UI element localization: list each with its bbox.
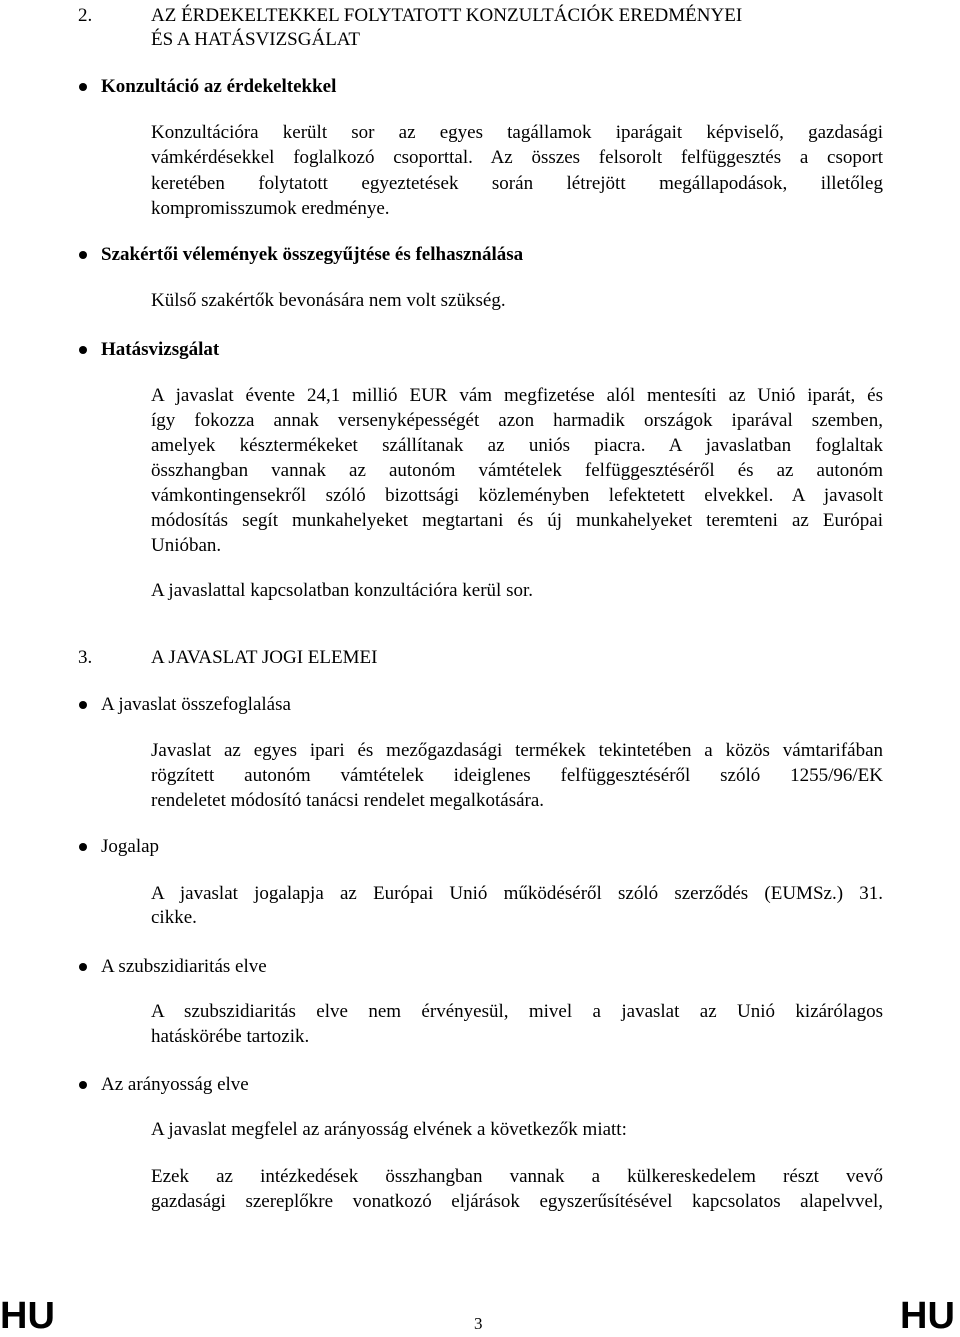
consultation-line-1: Konzultációra került sor az egyes tagállamok iparágait képviselő, gazdasági [151, 122, 883, 143]
bullet-expert-opinions: Szakértői vélemények összegyűjtése és felhasználása [101, 244, 524, 265]
summary-line-3: rendeletet módosító tanácsi rendelet megalkotására. [151, 790, 545, 811]
impact-line-2: így fokozza annak versenyképességét azon harmadik országok iparával szemben, [151, 410, 883, 431]
consultation-line-2: vámkérdésekkel foglalkozó csoporttal. Az összes felsorolt felfüggesztés a csoport [151, 147, 883, 168]
section-2-title-line-2: ÉS A HATÁSVIZSGÁLAT [151, 29, 361, 50]
section-2-number: 2. [78, 5, 93, 26]
bullet-icon [79, 843, 87, 851]
impact-line-5: vámkontingensekről szóló bizottsági közleményben lefektetett elvekkel. A javasolt [151, 485, 883, 506]
bullet-icon [79, 701, 87, 709]
section-3-number: 3. [78, 647, 93, 668]
legal-basis-line-1: A javaslat jogalapja az Európai Unió működéséről szóló szerződés (EUMSz.) 31. [151, 883, 883, 904]
bullet-consultation: Konzultáció az érdekeltekkel [101, 76, 337, 97]
footer-language-right: HU [900, 1295, 955, 1337]
expert-text: Külső szakértők bevonására nem volt szükség. [151, 290, 506, 311]
impact-line-4: összhangban vannak az autonóm vámtételek felfüggesztéséről és az autonóm [151, 460, 883, 481]
section-2-title-line-1: AZ ÉRDEKELTEKKEL FOLYTATOTT KONZULTÁCIÓK EREDMÉNYEI [151, 5, 743, 26]
bullet-impact-assessment: Hatásvizsgálat [101, 339, 220, 360]
bullet-icon [79, 83, 87, 91]
consultation-line-4: kompromisszumok eredménye. [151, 198, 390, 219]
bullet-legal-basis: Jogalap [101, 836, 160, 857]
impact-consultation-text: A javaslattal kapcsolatban konzultációra kerül sor. [151, 580, 533, 601]
impact-line-3: amelyek késztermékeket szállítanak az uniós piacra. A javaslatban foglaltak [151, 435, 883, 456]
bullet-icon [79, 251, 87, 259]
consultation-line-3: keretében folytatott egyeztetések során létrejött megállapodások, illetőleg [151, 173, 883, 194]
summary-line-2: rögzített autonóm vámtételek ideiglenes felfüggesztéséről szóló 1255/96/EK [151, 765, 883, 786]
impact-line-6: módosítás segít munkahelyeket megtartani és új munkahelyeket teremteni az Európai [151, 510, 883, 531]
bullet-icon [79, 1081, 87, 1089]
bullet-subsidiarity: A szubszidiaritás elve [101, 956, 267, 977]
subsidiarity-line-1: A szubszidiaritás elve nem érvényesül, mivel a javaslat az Unió kizárólagos [151, 1001, 883, 1022]
footer-language-left: HU [0, 1295, 55, 1337]
section-3-title: A JAVASLAT JOGI ELEMEI [151, 647, 378, 668]
page-number: 3 [474, 1314, 483, 1333]
subsidiarity-line-2: hatáskörébe tartozik. [151, 1026, 310, 1047]
bullet-icon [79, 346, 87, 354]
proportionality-line-1: Ezek az intézkedések összhangban vannak a külkereskedelem részt vevő [151, 1166, 883, 1187]
proportionality-line-2: gazdasági szereplőkre vonatkozó eljárások egyszerűsítésével kapcsolatos alapelvvel, [151, 1191, 883, 1212]
bullet-icon [79, 963, 87, 971]
bullet-proportionality: Az arányosság elve [101, 1074, 249, 1095]
impact-line-7: Unióban. [151, 535, 222, 556]
proportionality-intro: A javaslat megfelel az arányosság elvének a következők miatt: [151, 1119, 627, 1140]
bullet-summary: A javaslat összefoglalása [101, 694, 291, 715]
impact-line-1: A javaslat évente 24,1 millió EUR vám megfizetése alól mentesíti az Unió iparát, és [151, 385, 883, 406]
summary-line-1: Javaslat az egyes ipari és mezőgazdasági termékek tekintetében a közös vámtarifában [151, 740, 883, 761]
legal-basis-line-2: cikke. [151, 907, 197, 928]
